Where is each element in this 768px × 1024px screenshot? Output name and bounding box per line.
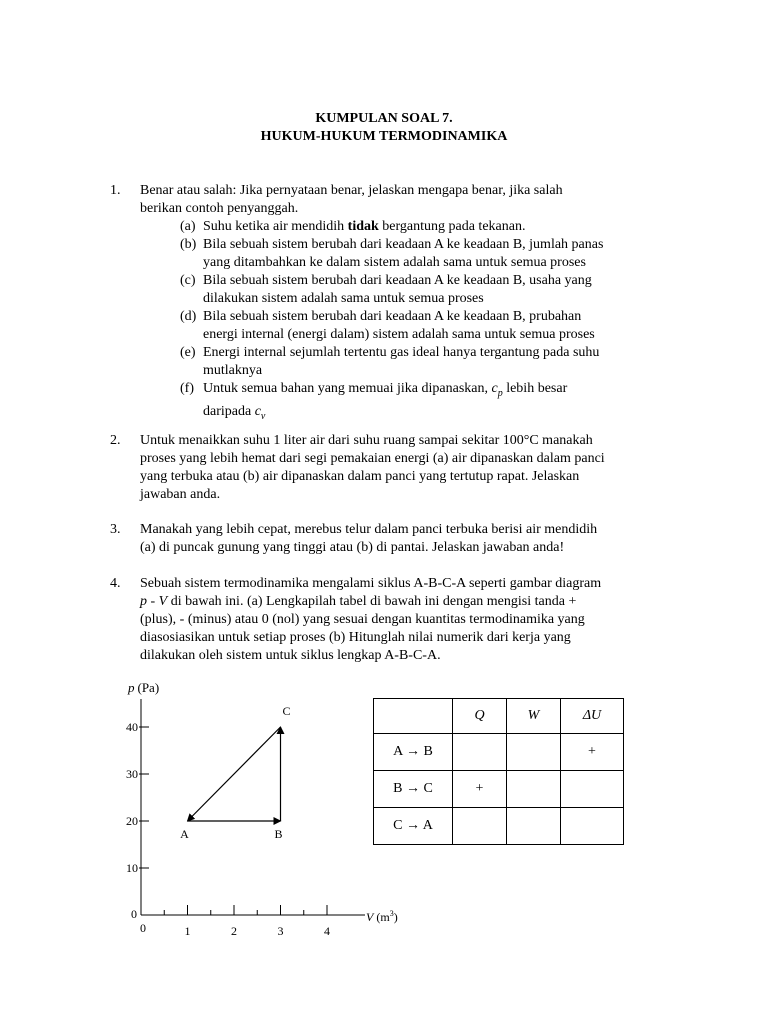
question-text: diasosiasikan untuk setiap proses (b) Hitunglah nilai numerik dari kerja yang [140, 630, 571, 645]
process-cell: B → C [374, 771, 453, 808]
question-text: dilakukan oleh sistem untuk siklus lengkap A-B-C-A. [140, 648, 441, 663]
x-tick-label: 3 [277, 924, 284, 938]
table-header-cell [374, 699, 453, 734]
item-label: (e) [180, 345, 196, 360]
list-item [180, 344, 670, 380]
y-origin-label: 0 [131, 907, 137, 921]
table-header-row [374, 699, 624, 734]
list-item [180, 218, 670, 236]
item-text: mutlaknya [203, 363, 263, 378]
question-text: yang terbuka atau (b) air dipanaskan dalam panci yang tertutup rapat. Jelaskan [140, 469, 580, 484]
question-text: jawaban anda. [140, 487, 221, 502]
symbol-cp: $c_p$ [491, 381, 503, 399]
table-header-cell: ΔU [561, 699, 624, 734]
question-text: Sebuah sistem termodinamika mengalami siklus A-B-C-A seperti gambar diagram [140, 576, 602, 591]
process-cell: C → A [374, 808, 453, 845]
question-2 [110, 432, 670, 504]
item-label: (b) [180, 237, 197, 252]
point-label-b: B [274, 827, 283, 841]
table-cell [507, 808, 561, 845]
item-text: daripada [203, 403, 252, 419]
table-cell [507, 771, 561, 808]
table-header-cell: Q [453, 699, 507, 734]
question-text: (plus), - (minus) atau 0 (nol) yang sesuai dengan kuantitas termodinamika yang [140, 612, 585, 627]
item-text: Bila sebuah sistem berubah dari keadaan A ke keadaan B, usaha yang [203, 273, 592, 288]
symbol-p: p [140, 594, 147, 609]
item-label: (c) [180, 273, 196, 288]
table-row [374, 734, 624, 771]
item-text: yang ditambahkan ke dalam sistem adalah sama untuk semua proses [203, 255, 586, 270]
table-cell [561, 808, 624, 845]
emphasis-text: tidak [347, 219, 379, 234]
doc-subtitle: HUKUM-HUKUM TERMODINAMIKA [260, 129, 508, 144]
process-cell: A → B [374, 734, 453, 771]
pv-diagram [100, 675, 420, 940]
item-label: (d) [180, 309, 197, 324]
table-cell [507, 734, 561, 771]
doc-title: KUMPULAN SOAL 7. [315, 111, 453, 126]
list-item [180, 308, 670, 344]
symbol-cv: $c_v$ [254, 403, 266, 422]
item-text: Untuk semua bahan yang memuai jika dipanaskan, [203, 381, 488, 396]
table-cell: + [561, 734, 624, 771]
y-tick-label: 10 [126, 861, 138, 875]
item-label: (a) [180, 219, 196, 234]
x-axis-label: V $(m^3)$ [366, 909, 398, 924]
x-tick-label: 4 [324, 924, 330, 938]
question-text: Untuk menaikkan suhu 1 liter air dari suhu ruang sampai sekitar 100°C manakah [140, 433, 593, 448]
question-number: 3. [110, 522, 121, 537]
x-origin-label: 0 [140, 921, 146, 935]
x-tick-label: 1 [184, 924, 191, 938]
table-header-cell: W [507, 699, 561, 734]
question-number: 2. [110, 433, 121, 448]
process-c-a [188, 727, 281, 821]
y-tick-label: 30 [126, 767, 138, 781]
x-tick-label: 2 [231, 924, 237, 938]
y-axis-label: p (Pa) [128, 680, 160, 695]
question-text: - [147, 594, 159, 609]
list-item [180, 272, 670, 308]
question-text: Manakah yang lebih cepat, merebus telur dalam panci terbuka berisi air mendidih [140, 522, 598, 537]
item-text: Energi internal sejumlah tertentu gas ideal hanya tergantung pada suhu [203, 345, 600, 360]
y-tick-label: 20 [126, 814, 138, 828]
y-tick-label: 40 [126, 720, 138, 734]
question-number: 1. [110, 183, 121, 198]
table-cell: + [453, 771, 507, 808]
item-text: Bila sebuah sistem berubah dari keadaan A ke keadaan B, jumlah panas [203, 237, 604, 252]
item-text: dilakukan sistem adalah sama untuk semua proses [203, 291, 484, 306]
item-text: Suhu ketika air mendidih [203, 219, 345, 234]
question-number: 4. [110, 576, 121, 591]
question-text: Benar atau salah: Jika pernyataan benar, jelaskan mengapa benar, jika salah [140, 183, 563, 198]
process-table [373, 698, 624, 845]
question-4 [110, 575, 670, 665]
question-text: di bawah ini. (a) Lengkapilah tabel di bawah ini dengan mengisi tanda + [167, 594, 577, 609]
symbol-v: V [158, 594, 168, 609]
question-1 [110, 182, 670, 426]
point-label-a: A [180, 827, 189, 841]
item-text: energi internal (energi dalam) sistem adalah sama untuk semua proses [203, 327, 595, 342]
table-cell [561, 771, 624, 808]
point-label-c: C [282, 704, 291, 718]
table-row [374, 808, 624, 845]
table-cell [453, 734, 507, 771]
table-row [374, 771, 624, 808]
item-text: lebih besar [506, 381, 568, 396]
question-text: proses yang lebih hemat dari segi pemakaian energi (a) air dipanaskan dalam panci [140, 451, 605, 466]
list-item [180, 380, 670, 426]
item-text: Bila sebuah sistem berubah dari keadaan A ke keadaan B, prubahan [203, 309, 582, 324]
item-text: bergantung pada tekanan. [382, 219, 526, 234]
question-text: (a) di puncak gunung yang tinggi atau (b) di pantai. Jelaskan jawaban anda! [140, 540, 565, 555]
list-item [180, 236, 670, 272]
item-label: (f) [180, 381, 194, 396]
question-text: berikan contoh penyanggah. [140, 201, 299, 216]
table-cell [453, 808, 507, 845]
question-3 [110, 521, 670, 557]
